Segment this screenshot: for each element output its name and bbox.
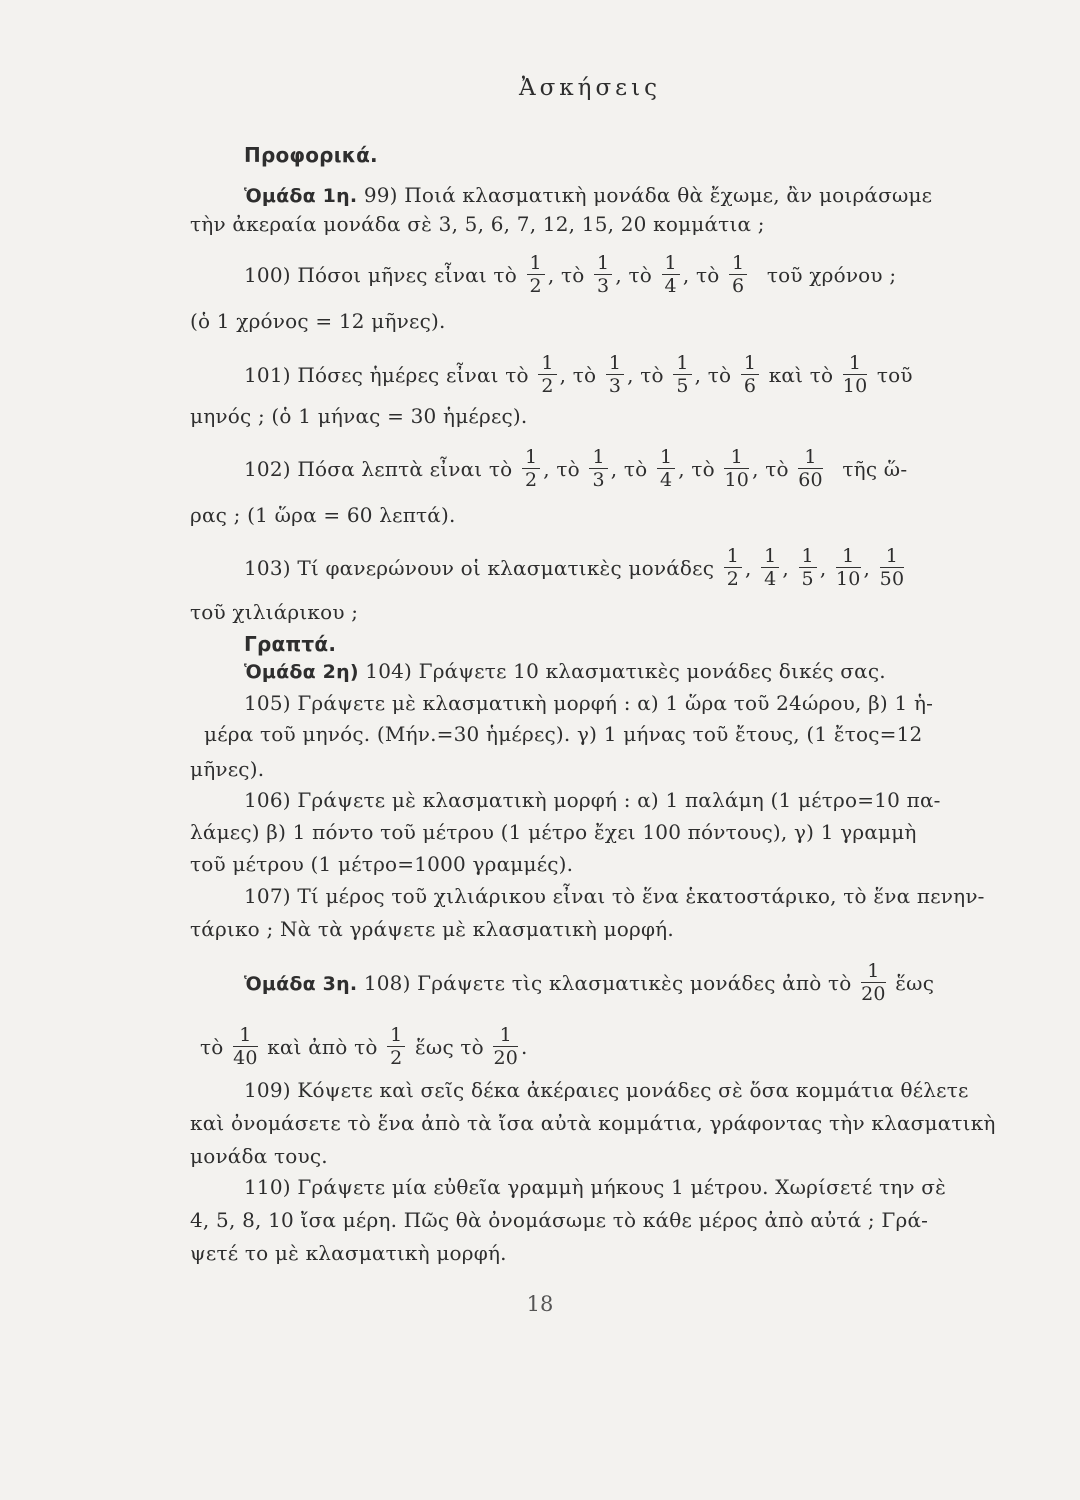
- numerator: 1: [843, 352, 868, 375]
- exercise-107-text-a: 107) Τί μέρος τοῦ χιλιάρικου εἶναι τὸ ἕνα ἑκατοστάρικο, τὸ ἕνα πενην-: [244, 884, 985, 908]
- fraction-1-4: [761, 545, 779, 590]
- exercise-100-end: τοῦ χρόνου ;: [766, 263, 897, 287]
- exercise-100-line-1: 100) Πόσοι μῆνες εἶναι τὸ $\frac{1}{2}$ , τὸ $\frac{1}{3}$ , τὸ $\frac{1}{4}$ , τὸ $\frac{1}{6}$ τοῦ χρόνου ;: [244, 252, 897, 297]
- denominator: 60: [798, 469, 823, 491]
- numerator: 1: [387, 1024, 405, 1047]
- exercise-102-line-1: 102) Πόσα λεπτὰ εἶναι τὸ $\frac{1}{2}$ , τὸ $\frac{1}{3}$ , τὸ $\frac{1}{4}$ , τὸ $\frac{1}{10}$ , τὸ $\frac{1}{60}$ τῆς ὥ-: [244, 446, 908, 491]
- word-to: τὸ: [765, 457, 789, 481]
- exercise-100-text-b: (ὁ 1 χρόνος = 12 μῆνες).: [190, 309, 446, 333]
- word-to: τὸ: [623, 457, 648, 481]
- group-2-label: Ὁμάδα 2η): [244, 661, 359, 683]
- fraction-1-2: [387, 1024, 405, 1069]
- denominator: 40: [233, 1047, 258, 1069]
- fraction-1-2: [522, 446, 540, 491]
- fraction-1-3: [589, 446, 607, 491]
- group-1-label: Ὁμάδα 1η.: [244, 185, 358, 207]
- exercise-109-text-b: καὶ ὀνομάσετε τὸ ἕνα ἀπὸ τὰ ἴσα αὐτὰ κομμάτια, γράφοντας τὴν κλασματικὴ: [190, 1111, 996, 1135]
- denominator: 6: [732, 275, 745, 297]
- denominator: 5: [801, 568, 814, 590]
- exercise-105-text-a: 105) Γράψετε μὲ κλασματικὴ μορφή : α) 1 ὥρα τοῦ 24ώρου, β) 1 ἡ-: [244, 691, 934, 715]
- denominator: 2: [524, 469, 538, 491]
- word-and-the: καὶ τὸ: [768, 363, 834, 387]
- denominator: 50: [879, 568, 905, 590]
- fraction-1-4: [657, 446, 675, 491]
- exercise-101-line-1: 101) Πόσες ἡμέρες εἶναι τὸ $\frac{1}{2}$ , τὸ $\frac{1}{3}$ , τὸ $\frac{1}{5}$ , τὸ $\frac{1}{6}$ καὶ τὸ $\frac{1}{10}$ τοῦ: [244, 352, 913, 397]
- exercise-106-text-b: λάμες) β) 1 πόντο τοῦ μέτρου (1 μέτρο ἔχει 100 πόντους), γ) 1 γραμμὴ: [190, 820, 917, 844]
- numerator: 1: [724, 446, 749, 469]
- fraction-1-2: [527, 252, 545, 297]
- fraction-1-40: [233, 1024, 258, 1069]
- fraction-1-10: [843, 352, 868, 397]
- exercise-101-text: 101) Πόσες ἡμέρες εἶναι τὸ: [244, 363, 529, 387]
- numerator: 1: [799, 545, 817, 568]
- numerator: 1: [798, 446, 823, 469]
- numerator: 1: [594, 252, 612, 275]
- fraction-1-10: [724, 446, 749, 491]
- denominator: 10: [724, 469, 750, 491]
- word-and-from: καὶ ἀπὸ τὸ: [267, 1035, 378, 1059]
- word-until-the: ἕως τὸ: [415, 1035, 484, 1059]
- exercise-109-text-a: 109) Κόψετε καὶ σεῖς δέκα ἀκέραιες μονάδες σὲ ὅσα κομμάτια θέλετε: [244, 1078, 969, 1102]
- word-to: τὸ: [556, 457, 580, 481]
- exercise-110-text-a: 110) Γράψετε μία εὐθεῖα γραμμὴ μήκους 1 μέτρου. Χωρίσετέ την σὲ: [244, 1175, 947, 1199]
- fraction-1-3: [594, 252, 612, 297]
- word-to: τὸ: [200, 1035, 224, 1059]
- exercise-109-text-c: μονάδα τους.: [190, 1144, 328, 1168]
- numerator: 1: [589, 446, 607, 469]
- exercise-110-text-c: ψετέ το μὲ κλασματικὴ μορφή.: [190, 1241, 507, 1265]
- exercise-104-text: 104) Γράψετε 10 κλασματικὲς μονάδες δικές σας.: [365, 659, 886, 683]
- exercise-99-text-b: τὴν ἀκεραία μονάδα σὲ 3, 5, 6, 7, 12, 15, 20 κομμάτια ;: [190, 212, 765, 236]
- numerator: 1: [527, 252, 545, 275]
- word-to: τὸ: [691, 457, 715, 481]
- fraction-1-2: [538, 352, 556, 397]
- numerator: 1: [761, 545, 779, 568]
- exercise-99-line-1: [244, 183, 932, 208]
- exercise-102-end: τῆς ὥ-: [842, 457, 908, 481]
- exercise-106-text-c: τοῦ μέτρου (1 μέτρο=1000 γραμμές).: [190, 852, 574, 876]
- exercise-102-text: 102) Πόσα λεπτὰ εἶναι τὸ: [244, 457, 513, 481]
- denominator: 6: [743, 375, 757, 397]
- numerator: 1: [741, 352, 759, 375]
- denominator: 3: [597, 275, 610, 297]
- word-to: τὸ: [640, 363, 664, 387]
- numerator: 1: [880, 545, 905, 568]
- fraction-1-5: [799, 545, 817, 590]
- exercise-101-text-b: μηνός ; (ὁ 1 μήνας = 30 ἡμέρες).: [190, 404, 528, 428]
- numerator: 1: [673, 352, 691, 375]
- numerator: 1: [538, 352, 556, 375]
- fraction-1-20: [493, 1024, 518, 1069]
- denominator: 3: [592, 469, 605, 491]
- numerator: 1: [233, 1024, 258, 1047]
- denominator: 10: [842, 375, 868, 397]
- denominator: 2: [726, 568, 739, 590]
- exercise-110-text-b: 4, 5, 8, 10 ἴσα μέρη. Πῶς θὰ ὀνομάσωμε τὸ κάθε μέρος ἀπὸ αὐτά ; Γρά-: [190, 1208, 929, 1232]
- fraction-1-20: [861, 960, 886, 1005]
- numerator: 1: [729, 252, 747, 275]
- exercise-103-line-1: 103) Τί φανερώνουν οἱ κλασματικὲς μονάδες $\frac{1}{2}$ , $\frac{1}{4}$ , $\frac{1}{5}$ , $\frac{1}{10}$ , $\frac{1}{50}$: [244, 545, 905, 590]
- page-title: Ἀσκήσεις: [519, 75, 661, 101]
- numerator: 1: [724, 545, 742, 568]
- numerator: 1: [657, 446, 675, 469]
- fraction-1-6: [741, 352, 759, 397]
- exercise-100-text: 100) Πόσοι μῆνες εἶναι τὸ: [244, 263, 517, 287]
- denominator: 10: [835, 568, 861, 590]
- numerator: 1: [606, 352, 624, 375]
- exercise-107-text-b: τάρικο ; Νὰ τὰ γράψετε μὲ κλασματικὴ μορφή.: [190, 917, 674, 941]
- numerator: 1: [861, 960, 886, 983]
- fraction-1-4: [662, 252, 680, 297]
- denominator: 20: [861, 983, 886, 1005]
- numerator: 1: [493, 1024, 518, 1047]
- fraction-1-5: [673, 352, 691, 397]
- page-number: 18: [526, 1292, 554, 1316]
- exercise-103-text: 103) Τί φανερώνουν οἱ κλασματικὲς μονάδες: [244, 556, 715, 580]
- fraction-1-50: [880, 545, 905, 590]
- denominator: 2: [541, 375, 554, 397]
- exercise-99-text-a: 99) Ποιά κλασματικὴ μονάδα θὰ ἔχωμε, ἂν μοιράσωμε: [363, 183, 933, 207]
- exercise-101-end: τοῦ: [876, 363, 913, 387]
- written-heading: Γραπτά.: [244, 632, 337, 656]
- denominator: 20: [493, 1047, 519, 1069]
- word-until: ἕως: [895, 971, 935, 995]
- word-to: τὸ: [628, 263, 652, 287]
- exercise-108-text: 108) Γράψετε τὶς κλασματικὲς μονάδες ἀπὸ τὸ: [363, 971, 852, 995]
- denominator: 3: [608, 375, 622, 397]
- exercise-108-line-1: [244, 962, 934, 1007]
- fraction-1-2: [724, 545, 742, 590]
- numerator: 1: [522, 446, 540, 469]
- fraction-1-6: [729, 252, 747, 297]
- exercise-103-text-b: τοῦ χιλιάρικου ;: [190, 600, 359, 624]
- group-3-label: Ὁμάδα 3η.: [244, 973, 358, 995]
- exercise-108-line-2: τὸ $\frac{1}{40}$ καὶ ἀπὸ τὸ $\frac{1}{2}$ ἕως τὸ $\frac{1}{20}$ .: [200, 1024, 528, 1069]
- exercise-105-text-b: μέρα τοῦ μηνός. (Μήν.=30 ἡμέρες). γ) 1 μήνας τοῦ ἔτους, (1 ἔτος=12: [204, 722, 923, 746]
- word-to: τὸ: [707, 363, 732, 387]
- denominator: 4: [664, 275, 677, 297]
- word-to: τὸ: [695, 263, 720, 287]
- denominator: 2: [529, 275, 542, 297]
- exercise-105-text-c: μῆνες).: [190, 757, 265, 781]
- fraction-1-10: [836, 545, 861, 590]
- fraction-1-3: [606, 352, 624, 397]
- exercise-106-text-a: 106) Γράψετε μὲ κλασματικὴ μορφή : α) 1 παλάμη (1 μέτρο=10 πα-: [244, 788, 941, 812]
- word-to: τὸ: [572, 363, 597, 387]
- exercise-102-text-b: ρας ; (1 ὥρα = 60 λεπτά).: [190, 503, 456, 527]
- denominator: 4: [659, 469, 673, 491]
- numerator: 1: [662, 252, 680, 275]
- numerator: 1: [836, 545, 861, 568]
- denominator: 5: [676, 375, 689, 397]
- oral-heading: Προφορικά.: [244, 143, 378, 167]
- denominator: 2: [390, 1047, 403, 1069]
- word-to: τὸ: [560, 263, 585, 287]
- denominator: 4: [764, 568, 777, 590]
- fraction-1-60: [798, 446, 823, 491]
- exercise-104-line: [244, 659, 886, 684]
